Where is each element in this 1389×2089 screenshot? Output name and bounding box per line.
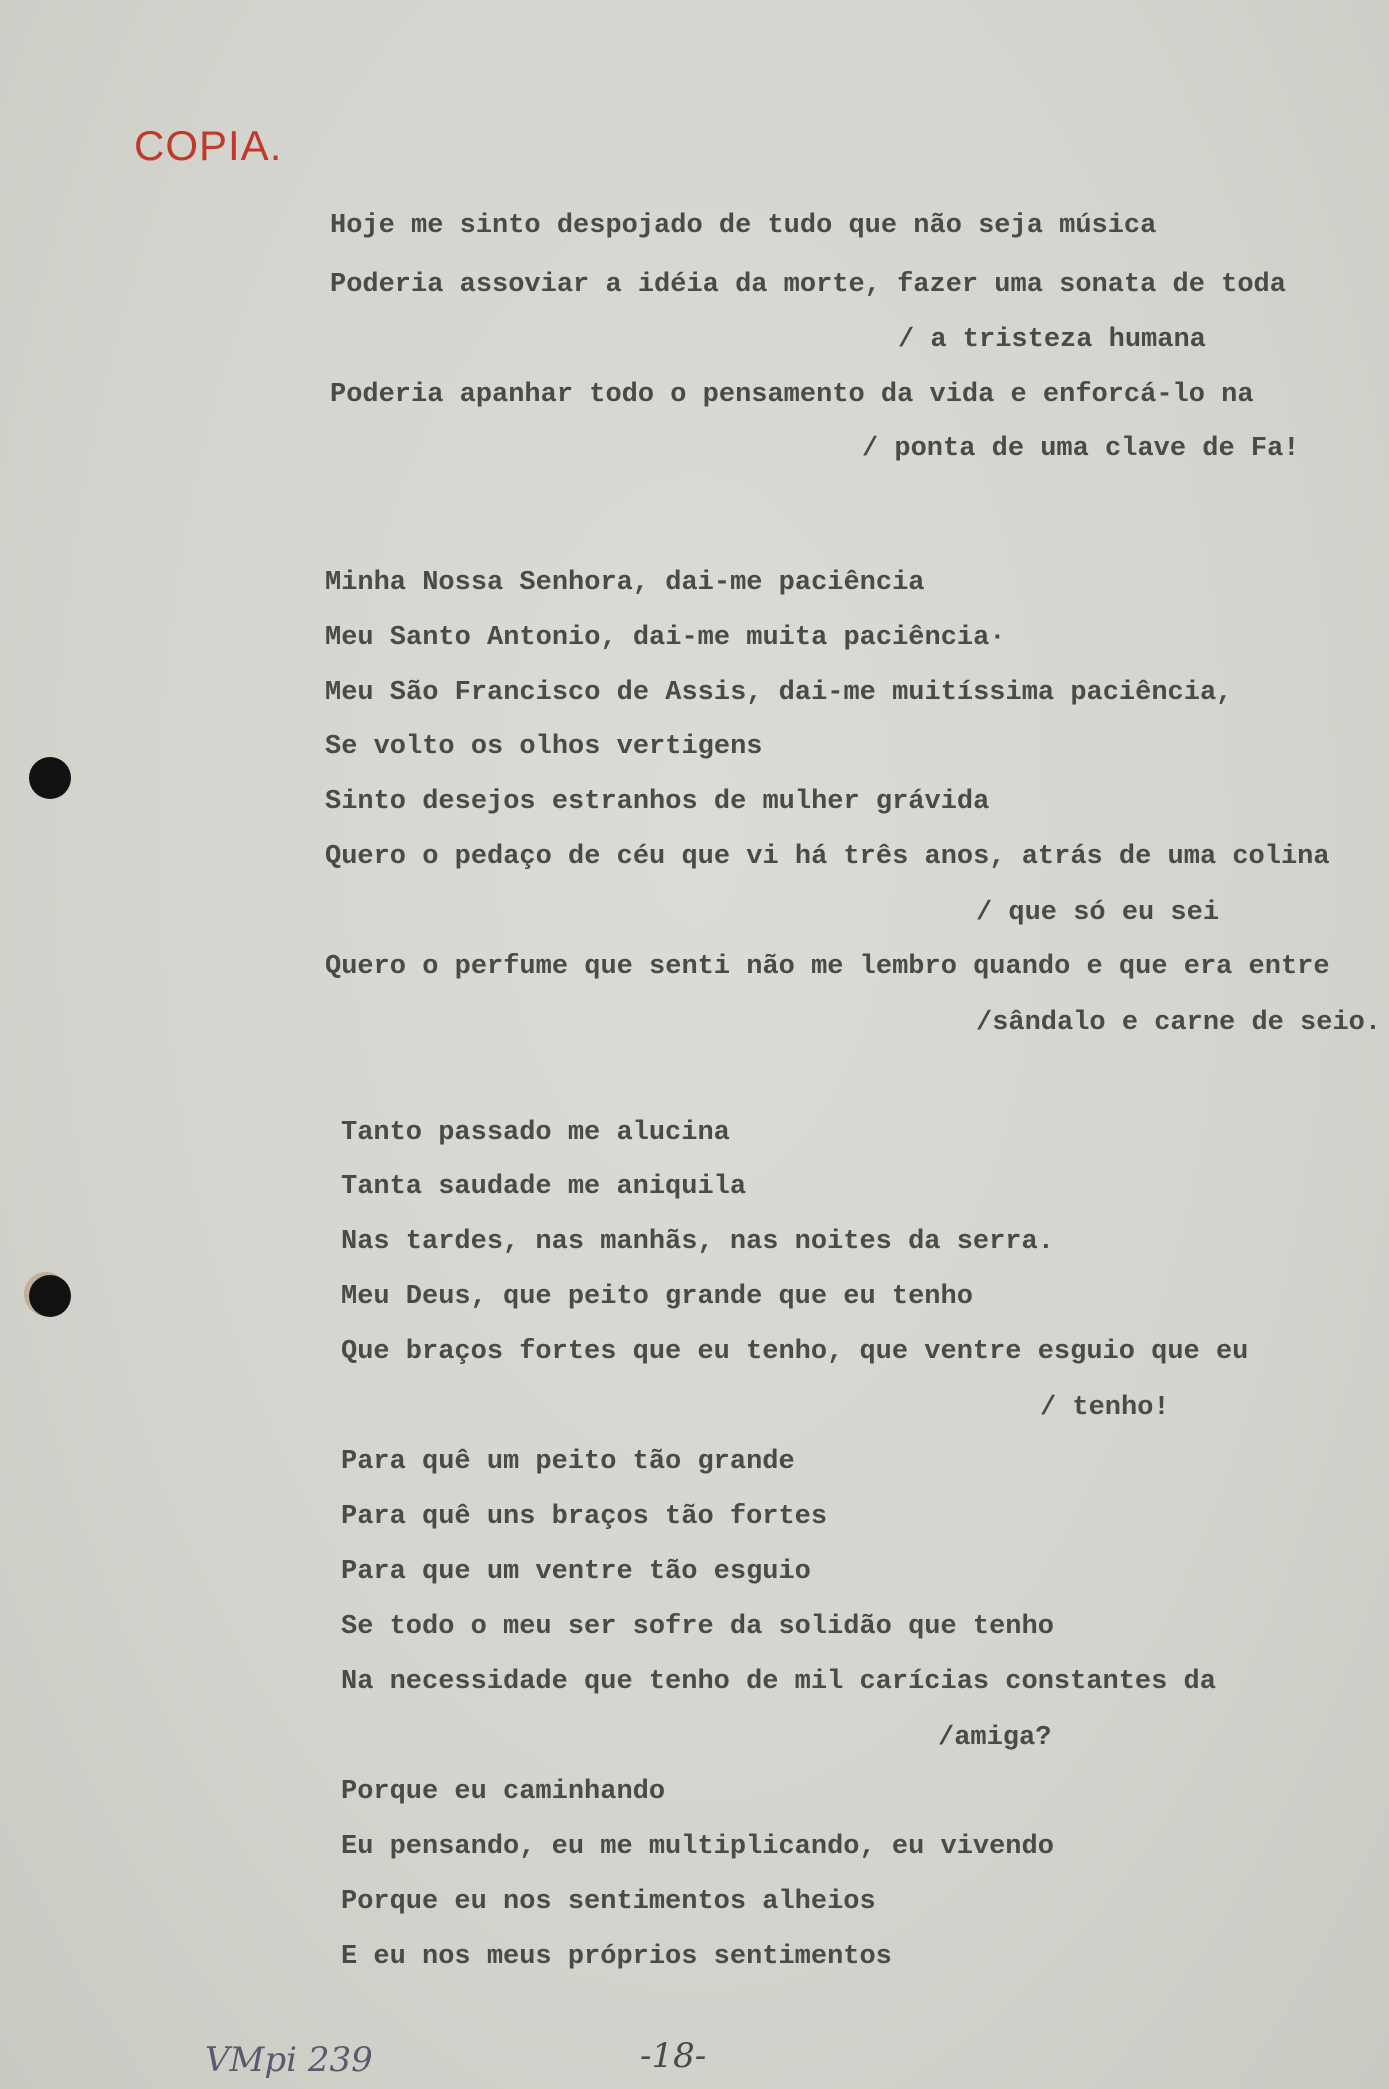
- poem-line: Meu São Francisco de Assis, dai-me muitíssima paciência,: [325, 678, 1233, 708]
- poem-line: Tanto passado me alucina: [341, 1118, 730, 1148]
- poem-line: Quero o pedaço de céu que vi há três anos, atrás de uma colina: [325, 842, 1330, 872]
- poem-line: Hoje me sinto despojado de tudo que não seja música: [330, 211, 1157, 241]
- poem-line: Sinto desejos estranhos de mulher grávida: [325, 787, 990, 817]
- poem-line-continuation: /sândalo e carne de seio.: [976, 1008, 1382, 1038]
- poem-line: Se volto os olhos vertigens: [325, 732, 763, 762]
- poem-line: Se todo o meu ser sofre da solidão que tenho: [341, 1612, 1054, 1642]
- punch-hole-top: [29, 757, 71, 799]
- poem-line: Poderia apanhar todo o pensamento da vida e enforcá-lo na: [330, 380, 1254, 410]
- poem-line: Para quê um peito tão grande: [341, 1447, 795, 1477]
- archive-reference-note: VMpi 239: [205, 2040, 373, 2080]
- poem-line: Quero o perfume que senti não me lembro quando e que era entre: [325, 952, 1330, 982]
- poem-line: Tanta saudade me aniquila: [341, 1172, 747, 1202]
- punch-hole-bottom: [29, 1275, 71, 1317]
- poem-line: Para que um ventre tão esguio: [341, 1557, 811, 1587]
- poem-line-continuation: / tenho!: [1040, 1393, 1170, 1423]
- poem-line: Nas tardes, nas manhãs, nas noites da serra.: [341, 1227, 1054, 1257]
- poem-line-continuation: / a tristeza humana: [898, 325, 1206, 355]
- poem-line: Para quê uns braços tão fortes: [341, 1502, 828, 1532]
- poem-line-continuation: / que só eu sei: [976, 898, 1220, 928]
- poem-line: Que braços fortes que eu tenho, que ventre esguio que eu: [341, 1337, 1249, 1367]
- poem-line: Minha Nossa Senhora, dai-me paciência: [325, 568, 925, 598]
- poem-line-continuation: / ponta de uma clave de Fa!: [862, 434, 1300, 464]
- page-number: -18-: [640, 2036, 707, 2076]
- poem-line: Na necessidade que tenho de mil carícias constantes da: [341, 1667, 1216, 1697]
- poem-line: Meu Deus, que peito grande que eu tenho: [341, 1282, 973, 1312]
- poem-line: Meu Santo Antonio, dai-me muita paciência·: [325, 623, 1006, 653]
- poem-line-continuation: /amiga?: [938, 1723, 1052, 1753]
- copia-stamp: COPIA.: [134, 122, 283, 169]
- poem-line: Poderia assoviar a idéia da morte, fazer uma sonata de toda: [330, 270, 1286, 300]
- poem-line: Eu pensando, eu me multiplicando, eu vivendo: [341, 1832, 1054, 1862]
- poem-line: Porque eu caminhando: [341, 1777, 666, 1807]
- poem-line: E eu nos meus próprios sentimentos: [341, 1942, 892, 1972]
- poem-line: Porque eu nos sentimentos alheios: [341, 1887, 876, 1917]
